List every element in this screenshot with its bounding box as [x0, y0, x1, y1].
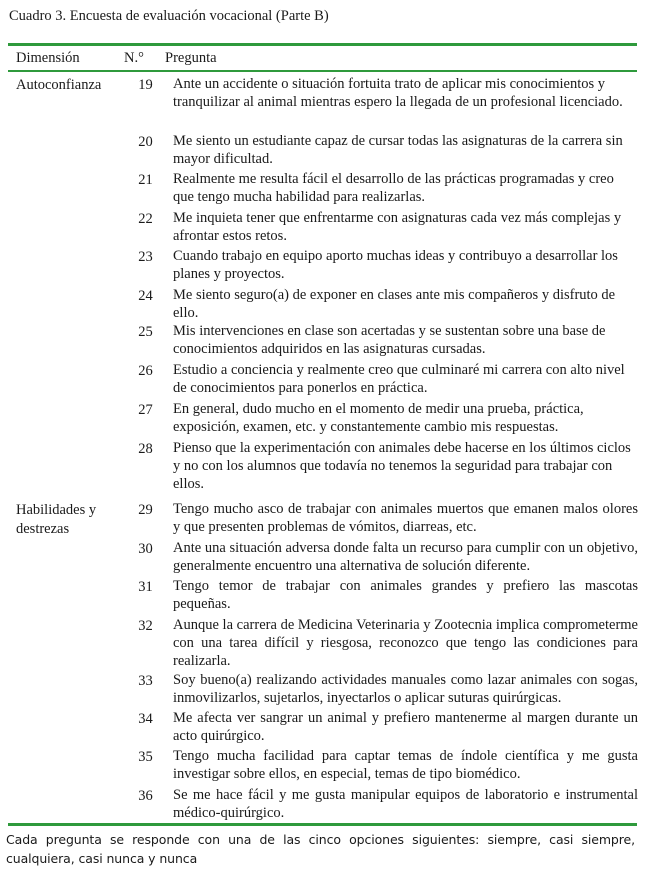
cell-number: 28	[138, 441, 153, 457]
cell-dimension	[8, 617, 124, 670]
table-row	[8, 287, 638, 323]
table-row	[8, 362, 638, 398]
cell-question: Mis intervenciones en clase son acertadas y se sustentan sobre una base de conocimientos adquiridos en las asignaturas cursadas.	[173, 323, 606, 357]
cell-dimension	[8, 248, 124, 284]
cell-dimension	[8, 710, 124, 746]
cell-dimension	[8, 440, 124, 493]
cell-dimension: Habilidades y destrezas	[16, 502, 97, 537]
cell-question: Pienso que la experimentación con animales debe hacerse en los últimos ciclos y no con los alumnos que todavía no tenemos la seguridad para trabajar con ellos.	[173, 440, 631, 492]
table-row	[8, 578, 638, 614]
cell-dimension	[8, 540, 124, 576]
table-row	[8, 672, 638, 708]
table-row	[8, 440, 638, 493]
cell-question: Estudio a conciencia y realmente creo que culminaré mi carrera con alto nivel de conocimientos para ponerlos en práctica.	[173, 362, 625, 396]
cell-number: 29	[138, 502, 153, 518]
cell-number: 21	[138, 172, 153, 188]
table-row	[8, 787, 638, 823]
header-number: N.°	[124, 50, 144, 66]
cell-question: Ante un accidente o situación fortuita trato de aplicar mis conocimientos y tranquilizar al animal mientras espero la llegada de un profesional licenciado.	[173, 76, 623, 110]
cell-number: 35	[138, 749, 153, 765]
cell-number: 26	[138, 363, 153, 379]
table-footnote: Cada pregunta se responde con una de las cinco opciones siguientes: siempre, casi siempre, cualquiera, casi nunca y nunca	[6, 832, 635, 866]
header-rule	[8, 70, 637, 72]
top-rule	[8, 43, 637, 46]
cell-question: En general, dudo mucho en el momento de medir una prueba, práctica, exposición, examen, etc. y constantemente cambio mis respuestas.	[173, 401, 584, 435]
cell-number: 23	[138, 249, 153, 265]
table-row	[8, 501, 638, 539]
cell-number: 20	[138, 134, 153, 150]
cell-dimension	[8, 133, 124, 169]
cell-number: 19	[138, 77, 153, 93]
table-caption: Cuadro 3. Encuesta de evaluación vocacional (Parte B)	[9, 8, 329, 24]
cell-question: Aunque la carrera de Medicina Veterinaria y Zootecnia implica comprometerme con una tarea difícil y riesgosa, reconozco que tengo las condiciones para realizarla.	[173, 617, 638, 669]
cell-dimension	[8, 401, 124, 437]
cell-question: Tengo mucho asco de trabajar con animales muertos que emanen malos olores y que presenten problemas de vómitos, diarreas, etc.	[173, 501, 638, 535]
table-row	[8, 323, 638, 359]
cell-number: 34	[138, 711, 153, 727]
header-dimension: Dimensión	[16, 50, 80, 66]
cell-dimension	[8, 578, 124, 614]
cell-dimension	[8, 672, 124, 708]
cell-dimension	[8, 171, 124, 207]
bottom-rule	[8, 823, 637, 826]
cell-dimension	[8, 210, 124, 246]
table-row	[8, 710, 638, 746]
cell-number: 36	[138, 788, 153, 804]
table-row	[8, 540, 638, 576]
cell-dimension	[8, 362, 124, 398]
cell-question: Me siento seguro(a) de exponer en clases ante mis compañeros y disfruto de ello.	[173, 287, 616, 321]
cell-number: 31	[138, 579, 153, 595]
cell-number: 27	[138, 402, 153, 418]
cell-number: 33	[138, 673, 153, 689]
cell-question: Tengo mucha facilidad para captar temas de índole científica y me gusta investigar sobre ellos, en especial, temas de tipo biomédico.	[173, 748, 638, 782]
cell-number: 32	[138, 618, 153, 634]
cell-question: Me siento un estudiante capaz de cursar todas las asignaturas de la carrera sin mayor dificultad.	[173, 133, 623, 167]
cell-question: Ante una situación adversa donde falta un recurso para cumplir con un objetivo, generalmente encuentro una alternativa de solución diferente.	[173, 540, 638, 574]
cell-dimension	[8, 323, 124, 359]
table-row	[8, 210, 638, 246]
cell-question: Soy bueno(a) realizando actividades manuales como lazar animales con sogas, inmovilizarlos, sujetarlos, inyectarlos o aplicar suturas quirúrgicas.	[173, 672, 638, 706]
cell-dimension	[8, 787, 124, 823]
cell-number: 25	[138, 324, 153, 340]
cell-dimension: Autoconfianza	[16, 77, 102, 93]
cell-number: 24	[138, 288, 153, 304]
cell-question: Cuando trabajo en equipo aporto muchas ideas y contribuyo a desarrollar los planes y proyectos.	[173, 248, 618, 282]
table-row	[8, 401, 638, 437]
cell-question: Tengo temor de trabajar con animales grandes y prefiero las mascotas pequeñas.	[173, 578, 638, 612]
table-row	[8, 133, 638, 169]
cell-number: 22	[138, 211, 153, 227]
cell-number: 30	[138, 541, 153, 557]
table-row	[8, 748, 638, 784]
cell-question: Me afecta ver sangrar un animal y prefiero mantenerme al margen durante un acto quirúrgico.	[173, 710, 638, 744]
cell-question: Realmente me resulta fácil el desarrollo de las prácticas programadas y creo que tengo mucha habilidad para realizarlas.	[173, 171, 614, 205]
cell-dimension	[8, 748, 124, 784]
cell-question: Me inquieta tener que enfrentarme con asignaturas cada vez más complejas y afrontar estos retos.	[173, 210, 622, 244]
cell-dimension	[8, 287, 124, 323]
table-row	[8, 617, 638, 670]
table-row	[8, 76, 638, 112]
table-row	[8, 248, 638, 284]
cell-question: Se me hace fácil y me gusta manipular equipos de laboratorio e instrumental médico-quirúrgico.	[173, 787, 638, 821]
table-row	[8, 171, 638, 207]
header-question: Pregunta	[165, 50, 217, 66]
